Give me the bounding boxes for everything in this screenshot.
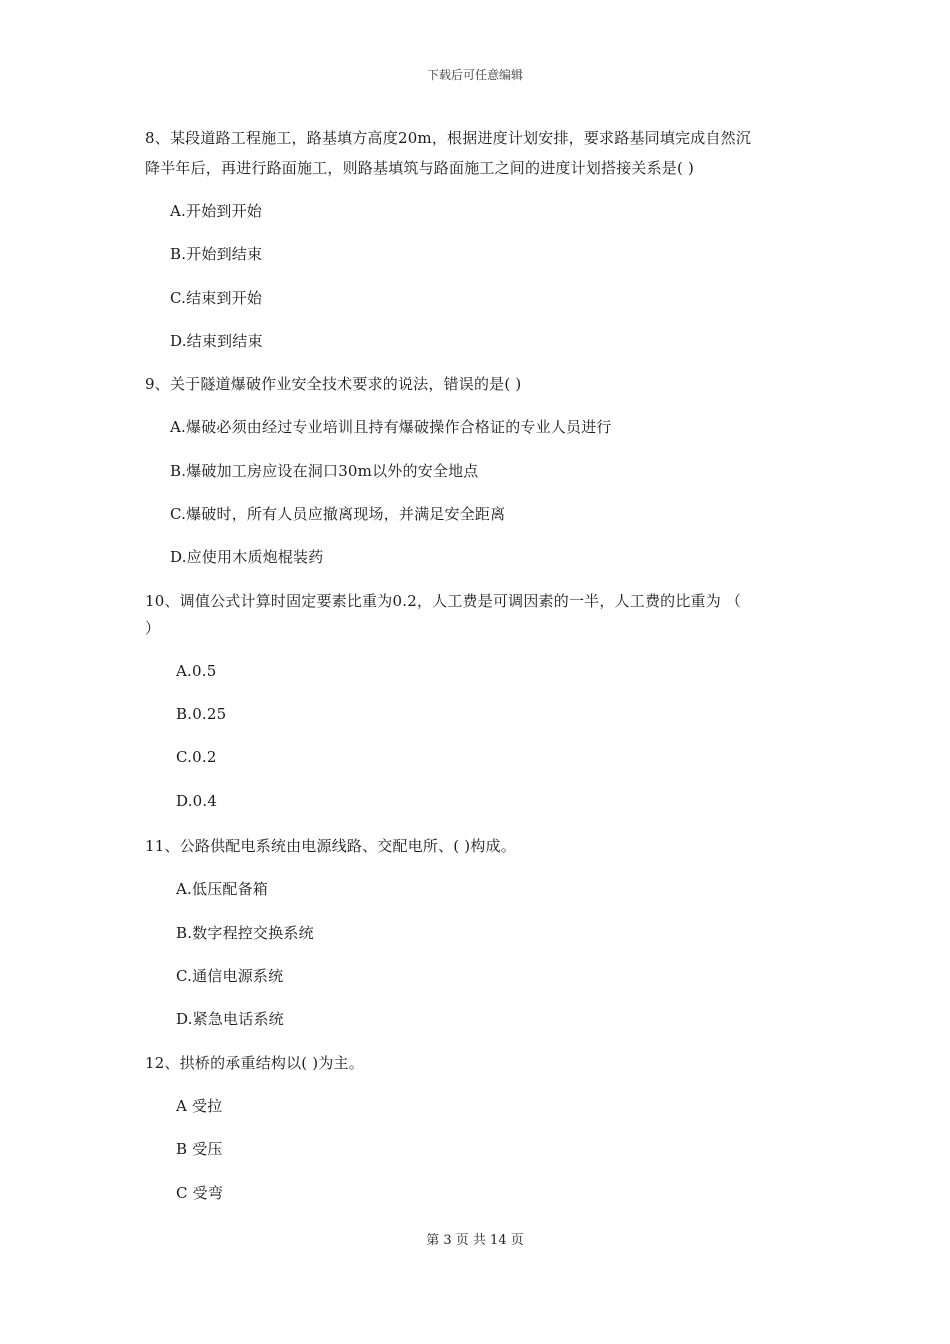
question-12-stem: 12、拱桥的承重结构以( )为主。 [145,1054,364,1072]
question-12-option-a: A 受拉 [176,1097,223,1115]
question-9-stem: 9、关于隧道爆破作业安全技术要求的说法，错误的是( ) [145,375,522,393]
question-8-stem-line-1: 8、某段道路工程施工，路基填方高度20m，根据进度计划安排，要求路基同填完成自然沉 [145,129,752,147]
page-footer: 第 3 页 共 14 页 [426,1233,524,1248]
question-11-option-d: D.紧急电话系统 [176,1010,284,1028]
question-10-option-a: A.0.5 [176,662,217,680]
question-9-option-b: B.爆破加工房应设在洞口30m以外的安全地点 [170,462,479,480]
question-9-option-a: A.爆破必须由经过专业培训且持有爆破操作合格证的专业人员进行 [170,418,612,436]
question-12-option-b: B 受压 [176,1140,223,1158]
question-8-stem-line-2: 降半年后，再进行路面施工，则路基填筑与路面施工之间的进度计划搭接关系是( ) [145,159,695,177]
question-8-option-c: C.结束到开始 [170,289,263,307]
question-11-option-c: C.通信电源系统 [176,967,284,985]
question-10-option-b: B.0.25 [176,705,227,723]
question-9-option-d: D.应使用木质炮棍装药 [170,548,324,566]
question-8-option-b: B.开始到结束 [170,245,263,263]
page-header: 下载后可任意编辑 [426,68,523,82]
question-10-stem-line-1: 10、调值公式计算时固定要素比重为0.2，人工费是可调因素的一半，人工费的比重为 （ [145,592,742,610]
question-12-option-c: C 受弯 [176,1184,224,1202]
question-9-option-c: C.爆破时，所有人员应撤离现场，并满足安全距离 [170,505,506,523]
question-11-option-b: B.数字程控交换系统 [176,924,314,942]
question-10-option-d: D.0.4 [176,792,218,810]
question-8-option-d: D.结束到结束 [170,332,263,350]
question-10-stem-line-2: ） [145,619,161,637]
question-11-stem: 11、公路供配电系统由电源线路、交配电所、( )构成。 [145,837,516,855]
question-8-option-a: A.开始到开始 [170,202,263,220]
question-11-option-a: A.低压配备箱 [176,880,269,898]
question-10-option-c: C.0.2 [176,748,217,766]
